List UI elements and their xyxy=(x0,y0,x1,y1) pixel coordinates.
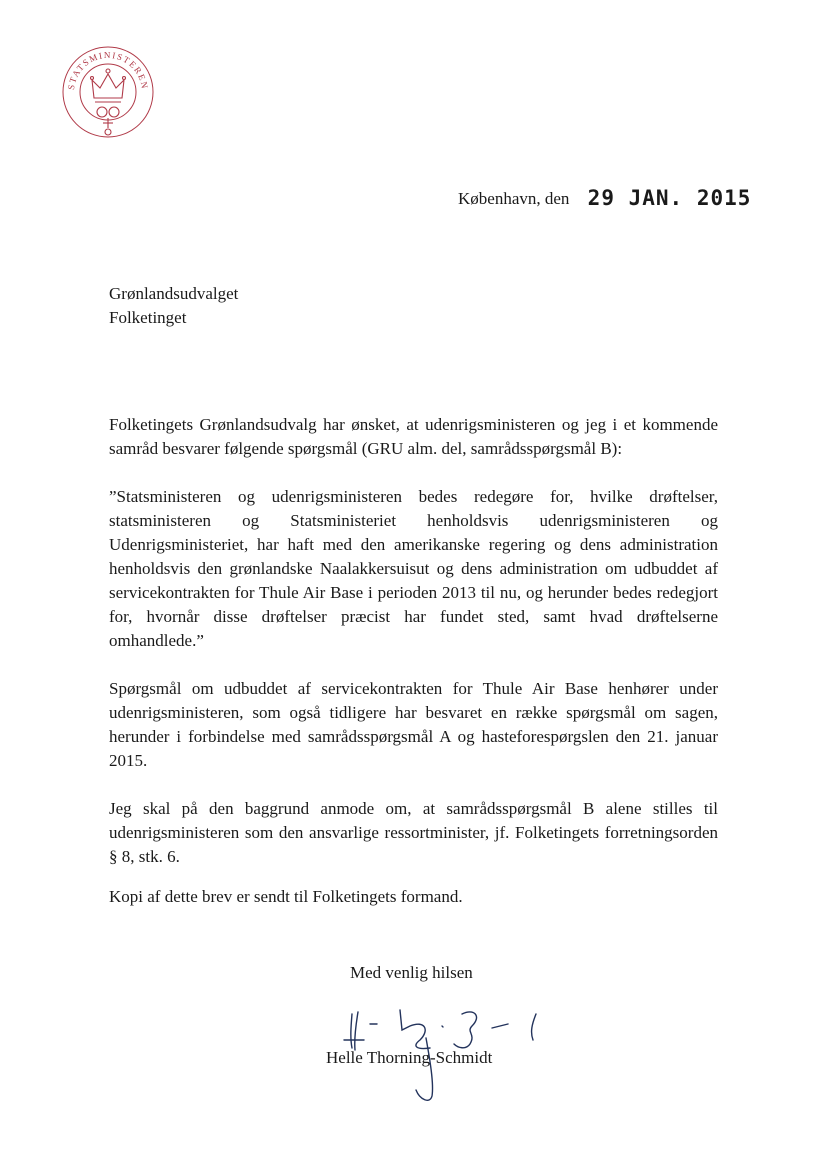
body-paragraph: Kopi af dette brev er sendt til Folketingets formand. xyxy=(109,887,463,906)
seal-text: STATSMINISTEREN xyxy=(65,49,151,91)
recipient-line: Folketinget xyxy=(109,308,187,327)
body-paragraph: Folketingets Grønlandsudvalg har ønsket, at udenrigsministeren og jeg i et kommende samråd besvarer følgende spørgsmål (GRU alm. del, samrådsspørgsmål B): xyxy=(109,415,718,458)
recipient-line: Grønlandsudvalget xyxy=(109,284,239,303)
signer-name: Helle Thorning-Schmidt xyxy=(326,1048,493,1067)
body-paragraph: Jeg skal på den baggrund anmode om, at samrådsspørgsmål B alene stilles til udenrigsministeren som den ansvarlige ressortminister, jf. Folketingets forretningsorden § 8, stk. 6. xyxy=(109,799,718,866)
dateline-place: København, den xyxy=(458,189,570,208)
closing-greeting: Med venlig hilsen xyxy=(350,963,473,982)
crown-seal-icon xyxy=(58,40,158,150)
quoted-question: ”Statsministeren og udenrigsministeren bedes redegøre for, hvilke drøftelser, statsministeren og Statsministeriet henholdsvis udenrigsministeren og Udenrigsministeriet, har haft med den amerikanske regering og dens administration henholdsvis den grønlandske Naalakkersuisut og dens administration om udbuddet af servicekontrakten for Thule Air Base i perioden 2013 til nu, og herunder bedes redegjort for, hvornår disse drøftelser præcist har fundet sted, samt hvad drøftelserne omhandlede.” xyxy=(109,487,718,650)
body-paragraph: Spørgsmål om udbuddet af servicekontrakten for Thule Air Base henhører under udenrigsministeren, som også tidligere har besvaret en række spørgsmål om sagen, herunder i forbindelse med samrådsspørgsmål A og hasteforespørgslen den 21. januar 2015. xyxy=(109,679,718,770)
date-stamp: 29 JAN. 2015 xyxy=(587,186,752,210)
dateline xyxy=(458,185,751,209)
recipient-address xyxy=(109,282,238,330)
